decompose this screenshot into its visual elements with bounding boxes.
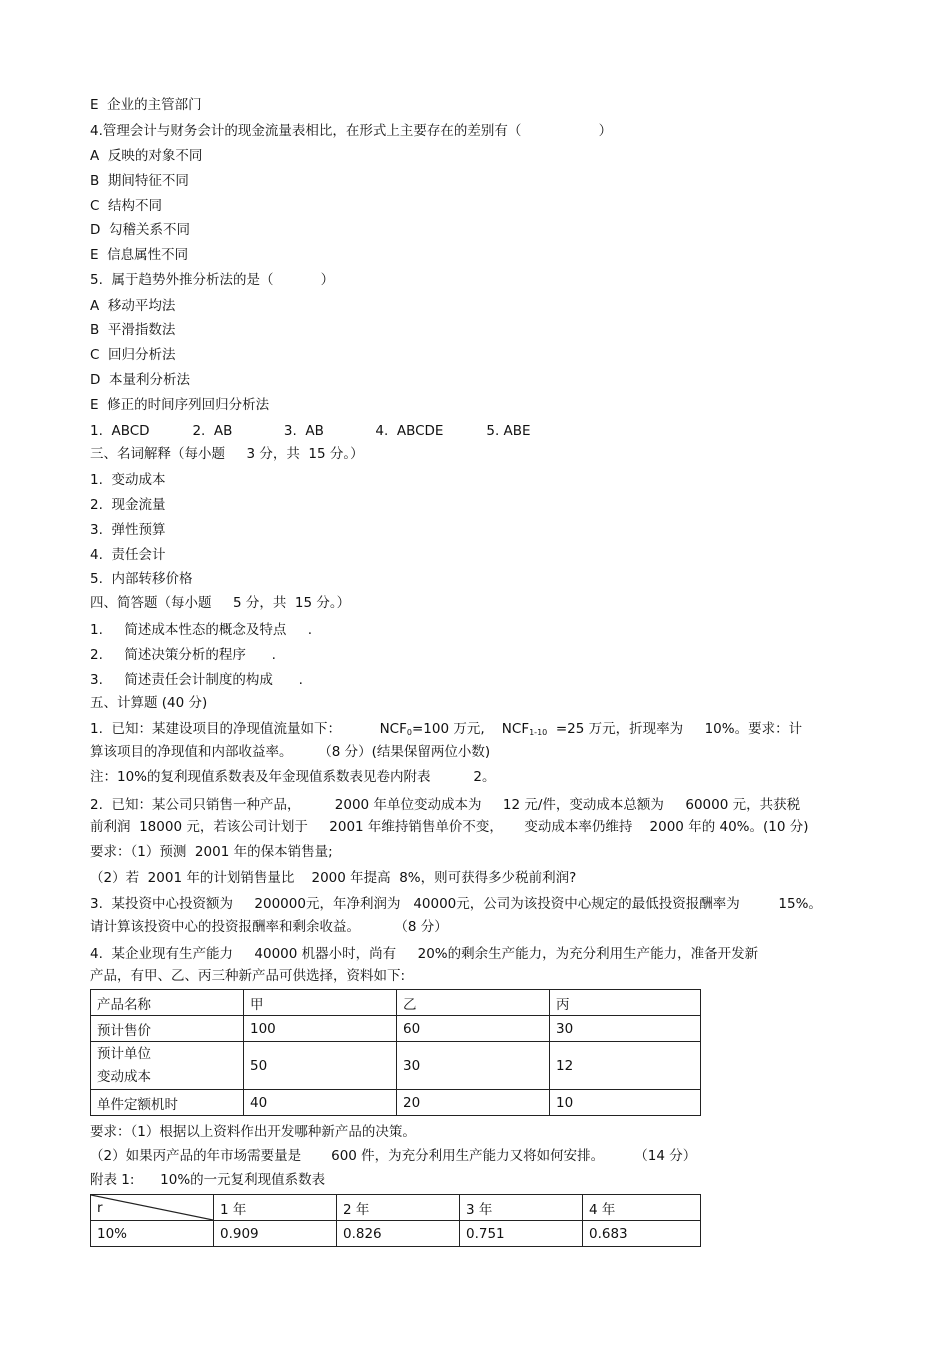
section-5-heading: 五、计算题 (40 分): [90, 695, 208, 711]
calc-question-3: 3. 某投资中心投资额为 200000元，年净利润为 40000元，公司为该投资中心规定的最低投资报酬率为 15%。: [90, 896, 822, 912]
option-c: C 回归分析法: [90, 347, 176, 363]
table-header-cell: 4 年: [583, 1195, 701, 1221]
table-cell: 30: [550, 1016, 701, 1042]
option-e: E 修正的时间序列回归分析法: [90, 397, 270, 413]
cell-line: 变动成本: [97, 1068, 151, 1085]
term-5: 5. 内部转移价格: [90, 571, 193, 587]
option-b: B 期间特征不同: [90, 173, 189, 189]
question-5: 5. 属于趋势外推分析法的是（ ）: [90, 272, 335, 288]
table-cell: 预计售价: [91, 1016, 244, 1042]
cell-line: 预计单位: [97, 1045, 151, 1062]
short-question-1: 1. 简述成本性态的概念及特点 .: [90, 622, 313, 638]
table-header-cell: 乙: [397, 990, 550, 1016]
table-row: [91, 1221, 701, 1247]
table-row: [91, 1090, 701, 1116]
table-cell: 单件定额机时: [91, 1090, 244, 1116]
table-cell: 0.751: [460, 1221, 583, 1247]
calc-question-4: 4. 某企业现有生产能力 40000 机器小时，尚有 20%的剩余生产能力，为充分利用生产能力，准备开发新: [90, 946, 759, 962]
requirement-line-2: （2）如果丙产品的年市场需要量是 600 件，为充分利用生产能力又将如何安排。 （14 分）: [90, 1148, 697, 1164]
term-1: 1. 变动成本: [90, 472, 166, 488]
pv-factor-table: [90, 1194, 701, 1247]
table-cell: 20: [397, 1090, 550, 1116]
section-4-heading: 四、简答题（每小题 5 分，共 15 分。）: [90, 595, 351, 611]
products-table: [90, 989, 701, 1116]
option-d: D 本量利分析法: [90, 372, 190, 388]
table-cell: 40: [244, 1090, 397, 1116]
option-e: E 信息属性不同: [90, 247, 189, 263]
table-header-cell: 2 年: [337, 1195, 460, 1221]
option-a: A 反映的对象不同: [90, 148, 203, 164]
term-3: 3. 弹性预算: [90, 522, 166, 538]
corner-cell: [91, 1195, 214, 1221]
table-cell: 0.683: [583, 1221, 701, 1247]
requirement-line-1: 要求：（1）根据以上资料作出开发哪种新产品的决策。: [90, 1124, 416, 1140]
table-cell: 50: [244, 1042, 397, 1090]
table-header-cell: 产品名称: [91, 990, 244, 1016]
option-a: A 移动平均法: [90, 298, 176, 314]
requirement-2: （2）若 2001 年的计划销售量比 2000 年提高 8%，则可获得多少税前利润?: [90, 870, 577, 886]
table-cell: 30: [397, 1042, 550, 1090]
table-cell: 0.826: [337, 1221, 460, 1247]
appendix-title: 附表 1: 10%的一元复利现值系数表: [90, 1172, 326, 1188]
question-4: 4.管理会计与财务会计的现金流量表相比，在形式上主要存在的差别有（ ）: [90, 123, 613, 139]
calc-question-4-cont: 产品，有甲、乙、丙三种新产品可供选择，资料如下:: [90, 968, 406, 984]
calc-question-2: 2. 已知：某公司只销售一种产品， 2000 年单位变动成本为 12 元/件，变动成本总额为 60000 元，共获税: [90, 797, 801, 813]
table-cell: 10: [550, 1090, 701, 1116]
term-4: 4. 责任会计: [90, 547, 166, 563]
option-d: D 勾稽关系不同: [90, 222, 190, 238]
requirement-1: 要求：（1）预测 2001 年的保本销售量;: [90, 844, 333, 860]
table-cell: [91, 1042, 244, 1090]
table-cell: 10%: [91, 1221, 214, 1247]
table-header-cell: 3 年: [460, 1195, 583, 1221]
table-row: [91, 1042, 701, 1090]
note-line: 注：10%的复利现值系数表及年金现值系数表见卷内附表 2。: [90, 769, 496, 785]
option-e-line: E 企业的主管部门: [90, 97, 202, 113]
option-b: B 平滑指数法: [90, 322, 176, 338]
table-cell: 100: [244, 1016, 397, 1042]
calc-question-1-cont: 算该项目的净现值和内部收益率。 （8 分）(结果保留两位小数): [90, 744, 491, 760]
table-row: [91, 990, 701, 1016]
short-question-2: 2. 简述决策分析的程序 .: [90, 647, 276, 663]
answer-key: 1. ABCD 2. AB 3. AB 4. ABCDE 5. ABE: [90, 423, 531, 439]
option-c: C 结构不同: [90, 198, 163, 214]
table-header-cell: 甲: [244, 990, 397, 1016]
table-row: [91, 1195, 701, 1221]
calc-question-1: 1. 已知：某建设项目的净现值流量如下： $NCF_0=100$ 万元, $NCF_{1-10} =25$ 万元，折现率为 10%。要求：计: [90, 721, 803, 737]
table-cell: 60: [397, 1016, 550, 1042]
section-3-heading: 三、名词解释（每小题 3 分，共 15 分。）: [90, 446, 364, 462]
calc-question-2-cont: 前利润 18000 元，若该公司计划于 2001 年维持销售单价不变， 变动成本率仍维持 2000 年的 40%。(10 分): [90, 819, 809, 835]
diagonal-line: [91, 1195, 213, 1220]
table-header-cell: 丙: [550, 990, 701, 1016]
short-question-3: 3. 简述责任会计制度的构成 .: [90, 672, 303, 688]
term-2: 2. 现金流量: [90, 497, 166, 513]
table-cell: 0.909: [214, 1221, 337, 1247]
table-cell: 12: [550, 1042, 701, 1090]
corner-label: r: [97, 1199, 103, 1216]
calc-question-3-cont: 请计算该投资中心的投资报酬率和剩余收益。 （8 分）: [90, 919, 448, 935]
table-header-cell: 1 年: [214, 1195, 337, 1221]
table-row: [91, 1016, 701, 1042]
